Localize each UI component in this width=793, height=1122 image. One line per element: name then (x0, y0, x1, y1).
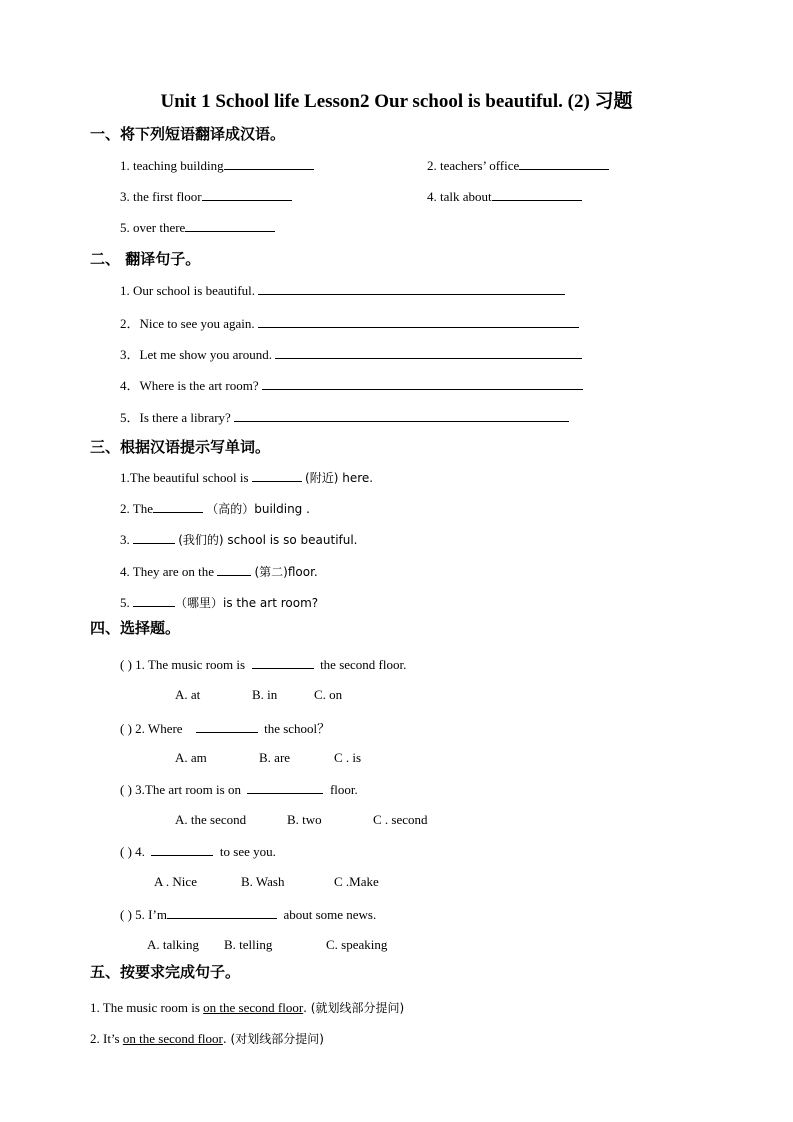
answer-blank (196, 720, 258, 733)
answer-blank[interactable] (133, 531, 175, 544)
answer-paren[interactable]: ( ) (120, 907, 132, 922)
answer-blank[interactable] (262, 377, 583, 390)
item-text: 4．Where is the art room? (120, 378, 259, 393)
item-text: 2. The (120, 501, 153, 516)
question-stem: 3.The art room is on (135, 782, 241, 797)
answer-blank[interactable] (185, 219, 275, 232)
item-text: 1.The beautiful school is (120, 470, 249, 485)
hint-text: (附近) here. (305, 471, 374, 485)
instruction-text: . (对划线部分提问) (222, 1032, 324, 1046)
mc5-option-a[interactable]: A. talking (147, 937, 199, 952)
section-3-heading: 三、根据汉语提示写单词。 (90, 438, 271, 456)
hint-text: (我们的) school is so beautiful. (178, 533, 358, 547)
answer-paren[interactable]: ( ) (120, 721, 132, 736)
mc-question-3 (120, 781, 358, 798)
mc-question-4 (120, 843, 276, 860)
part3-item-4 (120, 563, 318, 580)
mc1-option-a[interactable]: A. at (175, 687, 201, 702)
section-1-heading: 一、将下列短语翻译成汉语。 (90, 125, 286, 143)
mc5-option-b[interactable]: B. telling (224, 937, 273, 952)
item-text: 2．Nice to see you again. (120, 316, 255, 331)
underlined-phrase: on the second floor (122, 1031, 223, 1046)
item-text: 3．Let me show you around. (120, 347, 273, 362)
mc2-option-a[interactable]: A. am (175, 750, 207, 765)
answer-blank[interactable] (258, 315, 579, 328)
answer-blank[interactable] (153, 500, 203, 513)
answer-blank (247, 781, 323, 794)
question-stem: 2. Where (135, 721, 183, 736)
part2-item-2 (120, 313, 579, 332)
question-stem: 4. (135, 844, 145, 859)
section-4-heading: 四、选择题。 (90, 619, 181, 637)
answer-blank (252, 656, 314, 669)
mc3-option-b[interactable]: B. two (287, 812, 322, 827)
part1-item-2 (427, 157, 609, 174)
question-stem: 5. I’m (135, 907, 167, 922)
part1-item-1 (120, 157, 314, 174)
part3-item-2 (120, 500, 310, 517)
question-stem: to see you. (219, 844, 276, 859)
mc4-option-c[interactable]: C .Make (334, 874, 379, 889)
mc-question-5 (120, 906, 376, 923)
answer-blank[interactable] (252, 469, 302, 482)
mc1-option-b[interactable]: B. in (252, 687, 278, 702)
mc4-option-a[interactable]: A . Nice (154, 874, 197, 889)
underlined-phrase: on the second floor (203, 1000, 304, 1015)
question-stem: about some news. (283, 907, 377, 922)
item-text: 4. They are on the (120, 564, 214, 579)
item-text: 3. (120, 532, 130, 547)
question-stem: 1. The music room is (135, 657, 246, 672)
part3-item-3 (120, 531, 358, 548)
section-5-heading: 五、按要求完成句子。 (90, 963, 241, 981)
answer-blank[interactable] (202, 188, 292, 201)
answer-blank[interactable] (492, 188, 582, 201)
instruction-text: . (就划线部分提问) (303, 1001, 405, 1015)
mc2-option-b[interactable]: B. are (259, 750, 291, 765)
item-text: 5．Is there a library? (120, 410, 231, 425)
part5-item-1 (90, 999, 404, 1016)
part5-item-2 (90, 1030, 324, 1047)
item-text: 2. teachers’ office (427, 158, 520, 173)
part2-item-1 (120, 282, 565, 299)
mc-question-2 (120, 718, 330, 737)
hint-text: (第二)floor. (254, 565, 318, 579)
answer-blank[interactable] (519, 157, 609, 170)
answer-paren[interactable]: ( ) (120, 844, 132, 859)
item-text: 2. It’s (90, 1031, 123, 1046)
answer-paren[interactable]: ( ) (120, 782, 132, 797)
answer-blank[interactable] (217, 563, 251, 576)
answer-blank[interactable] (234, 409, 569, 422)
mc5-option-c[interactable]: C. speaking (326, 937, 388, 952)
item-text: 3. the first floor (120, 189, 202, 204)
mc1-option-c[interactable]: C. on (314, 687, 343, 702)
part2-item-5 (120, 407, 569, 426)
answer-blank[interactable] (258, 282, 565, 295)
mc3-option-a[interactable]: A. the second (175, 812, 247, 827)
page-title: Unit 1 School life Lesson2 Our school is beautiful. (2) 习题 (160, 91, 633, 112)
hint-text: （高的）building . (206, 502, 310, 516)
answer-blank[interactable] (224, 157, 314, 170)
part1-item-4 (427, 188, 582, 205)
question-stem: the school？ (264, 721, 331, 736)
answer-blank (151, 843, 213, 856)
answer-blank (167, 906, 277, 919)
question-stem: the second floor. (320, 657, 407, 672)
item-text: 1. The music room is (90, 1000, 204, 1015)
answer-paren[interactable]: ( ) (120, 657, 132, 672)
question-stem: floor. (329, 782, 358, 797)
part3-item-1 (120, 469, 373, 486)
part3-item-5 (120, 594, 318, 611)
item-text: 5. (120, 595, 130, 610)
item-text: 4. talk about (427, 189, 492, 204)
item-text: 1. Our school is beautiful. (120, 283, 256, 298)
mc2-option-c[interactable]: C . is (334, 750, 362, 765)
section-2-heading: 二、 翻译句子。 (90, 250, 201, 268)
part2-item-4 (120, 375, 583, 394)
mc3-option-c[interactable]: C . second (373, 812, 428, 827)
part1-item-3 (120, 188, 292, 205)
mc-question-1 (120, 656, 406, 673)
answer-blank[interactable] (275, 346, 582, 359)
part2-item-3 (120, 344, 582, 363)
item-text: 5. over there (120, 220, 186, 235)
hint-text: （哪里）is the art room? (175, 596, 319, 610)
part1-item-5 (120, 219, 275, 236)
mc4-option-b[interactable]: B. Wash (241, 874, 285, 889)
answer-blank[interactable] (133, 594, 175, 607)
item-text: 1. teaching building (120, 158, 224, 173)
